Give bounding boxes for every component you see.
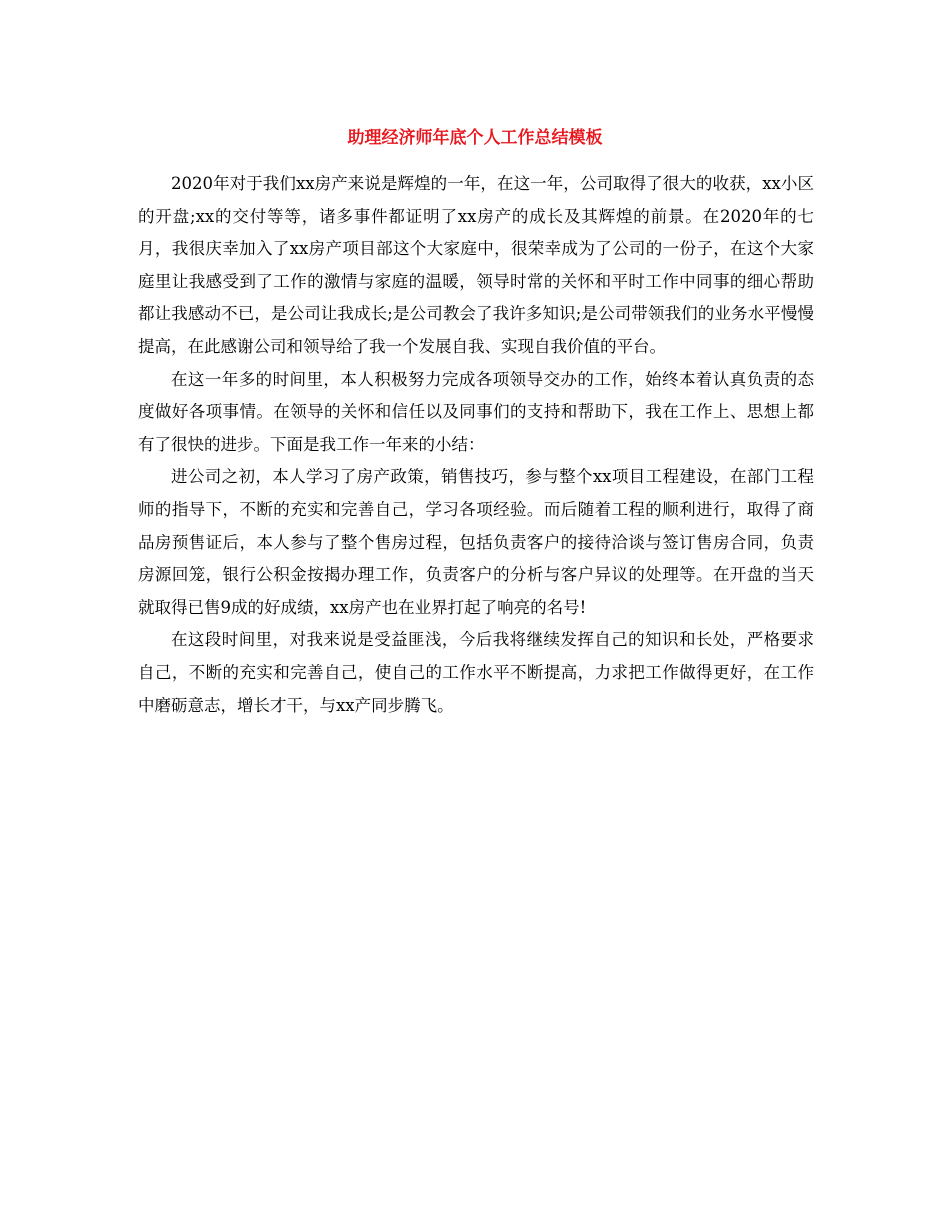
paragraph-2: 在这一年多的时间里，本人积极努力完成各项领导交办的工作，始终本着认真负责的态度做好各项事情。在领导的关怀和信任以及同事们的支持和帮助下，我在工作上、思想上都有了很快的进步。下面是我工作一年来的小结：: [138, 369, 814, 454]
paragraph-1: 2020年对于我们xx房产来说是辉煌的一年，在这一年，公司取得了很大的收获，xx小区的开盘;xx的交付等等，诸多事件都证明了xx房产的成长及其辉煌的前景。在2020年的七月，我很庆幸加入了xx房产项目部这个大家庭中，很荣幸成为了公司的一份子，在这个大家庭里让我感受到了工作的激情与家庭的温暖，领导时常的关怀和平时工作中同事的细心帮助都让我感动不已，是公司让我成长;是公司教会了我许多知识;是公司带领我们的业务水平慢慢提高，在此感谢公司和领导给了我一个发展自我、实现自我价值的平台。: [138, 174, 814, 356]
document-title: 助理经济师年底个人工作总结模板: [347, 128, 603, 148]
paragraph-3: 进公司之初，本人学习了房产政策，销售技巧，参与整个xx项目工程建设，在部门工程师的指导下，不断的充实和完善自己，学习各项经验。而后随着工程的顺利进行，取得了商品房预售证后，本人参与了整个售房过程，包括负责客户的接待洽谈与签订售房合同，负责房源回笼，银行公积金按揭办理工作，负责客户的分析与客户异议的处理等。在开盘的当天就取得已售9成的好成绩，xx房产也在业界打起了响亮的名号!: [138, 467, 814, 617]
document-body: [138, 168, 814, 722]
paragraph-4: 在这段时间里，对我来说是受益匪浅，今后我将继续发挥自己的知识和长处，严格要求自己，不断的充实和完善自己，使自己的工作水平不断提高，力求把工作做得更好，在工作中磨砺意志，增长才干，与xx产同步腾飞。: [138, 630, 814, 715]
